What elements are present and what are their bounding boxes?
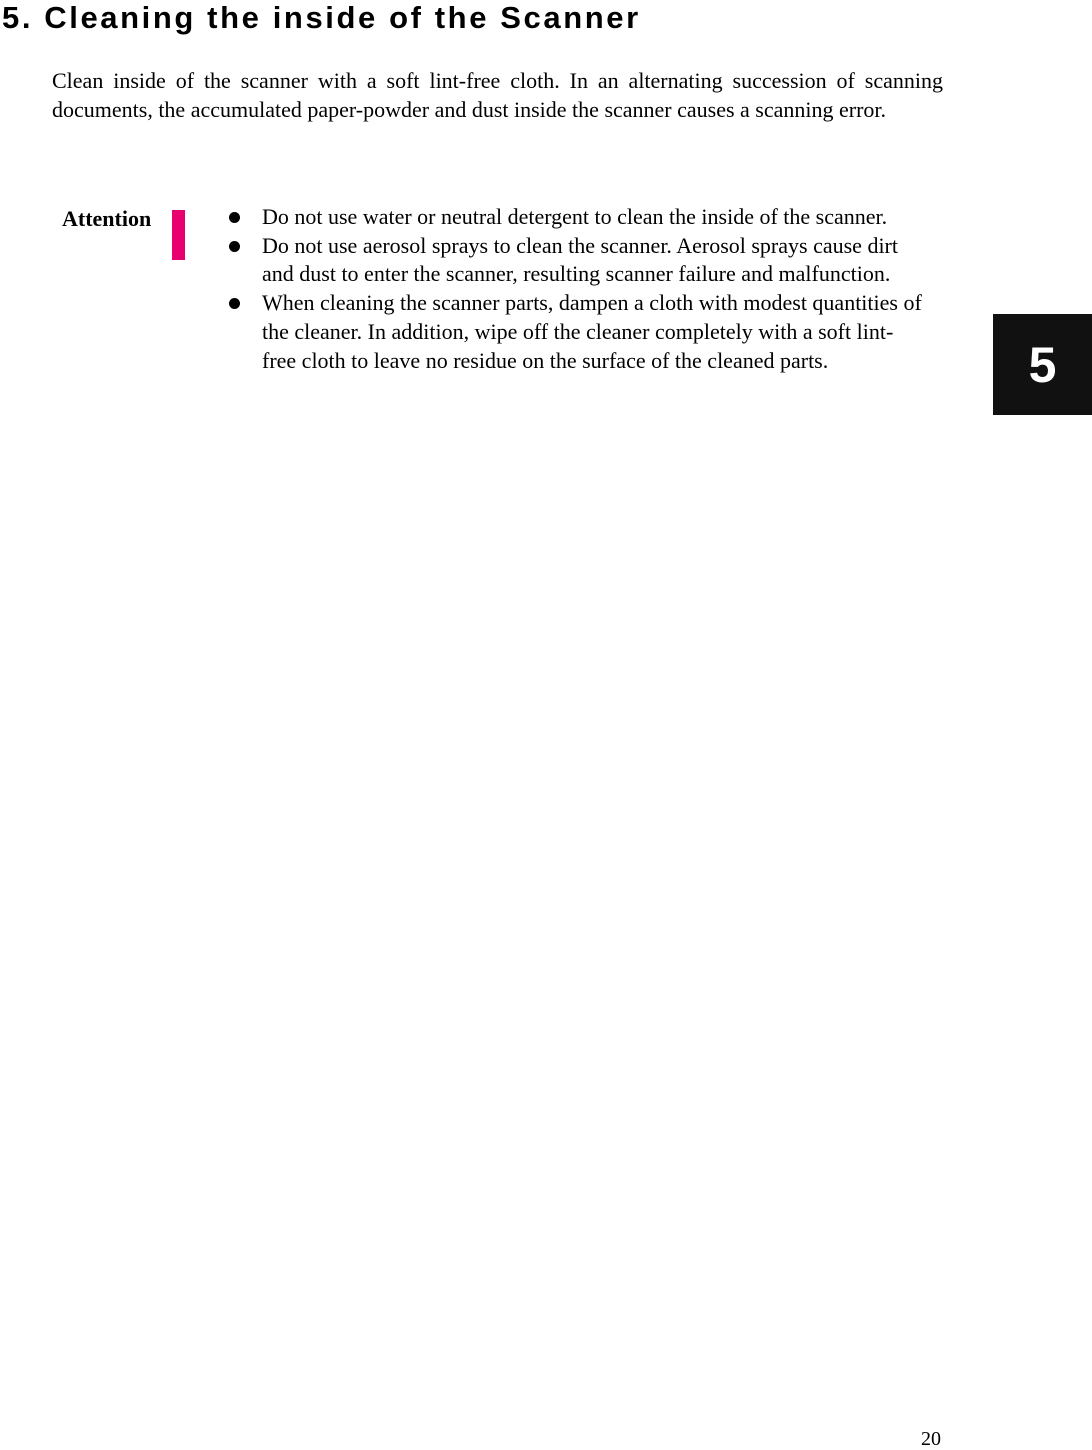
page-number: 20 bbox=[921, 1428, 941, 1450]
attention-item-text: Do not use aerosol sprays to clean the scanner. Aerosol sprays cause dirt and dust to enter the scanner, resulting scanner failure and malfunction. bbox=[262, 232, 898, 287]
bullet-icon bbox=[229, 241, 240, 252]
section-heading: 5. Cleaning the inside of the Scanner bbox=[2, 0, 641, 35]
chapter-tab bbox=[993, 314, 1092, 415]
attention-item-text: Do not use water or neutral detergent to clean the inside of the scanner. bbox=[262, 204, 888, 229]
chapter-tab-label: 5 bbox=[1028, 336, 1057, 393]
attention-item-text: When cleaning the scanner parts, dampen a cloth with modest quantities of the cleaner. In addition, wipe off the cleaner completely with a soft lint-free cloth to leave no residue on the surface of the cleaned parts. bbox=[262, 290, 922, 373]
attention-label: Attention bbox=[62, 206, 152, 231]
bullet-icon bbox=[229, 212, 240, 223]
intro-paragraph: Clean inside of the scanner with a soft lint-free cloth. In an alternating succession of scanning documents, the accumulated paper-powder and dust inside the scanner causes a scanning error. bbox=[52, 68, 943, 122]
attention-marker-bar bbox=[172, 210, 185, 260]
bullet-icon bbox=[229, 298, 240, 309]
attention-item bbox=[224, 289, 924, 375]
attention-item bbox=[224, 203, 924, 232]
attention-list bbox=[224, 203, 924, 375]
attention-item bbox=[224, 232, 924, 289]
